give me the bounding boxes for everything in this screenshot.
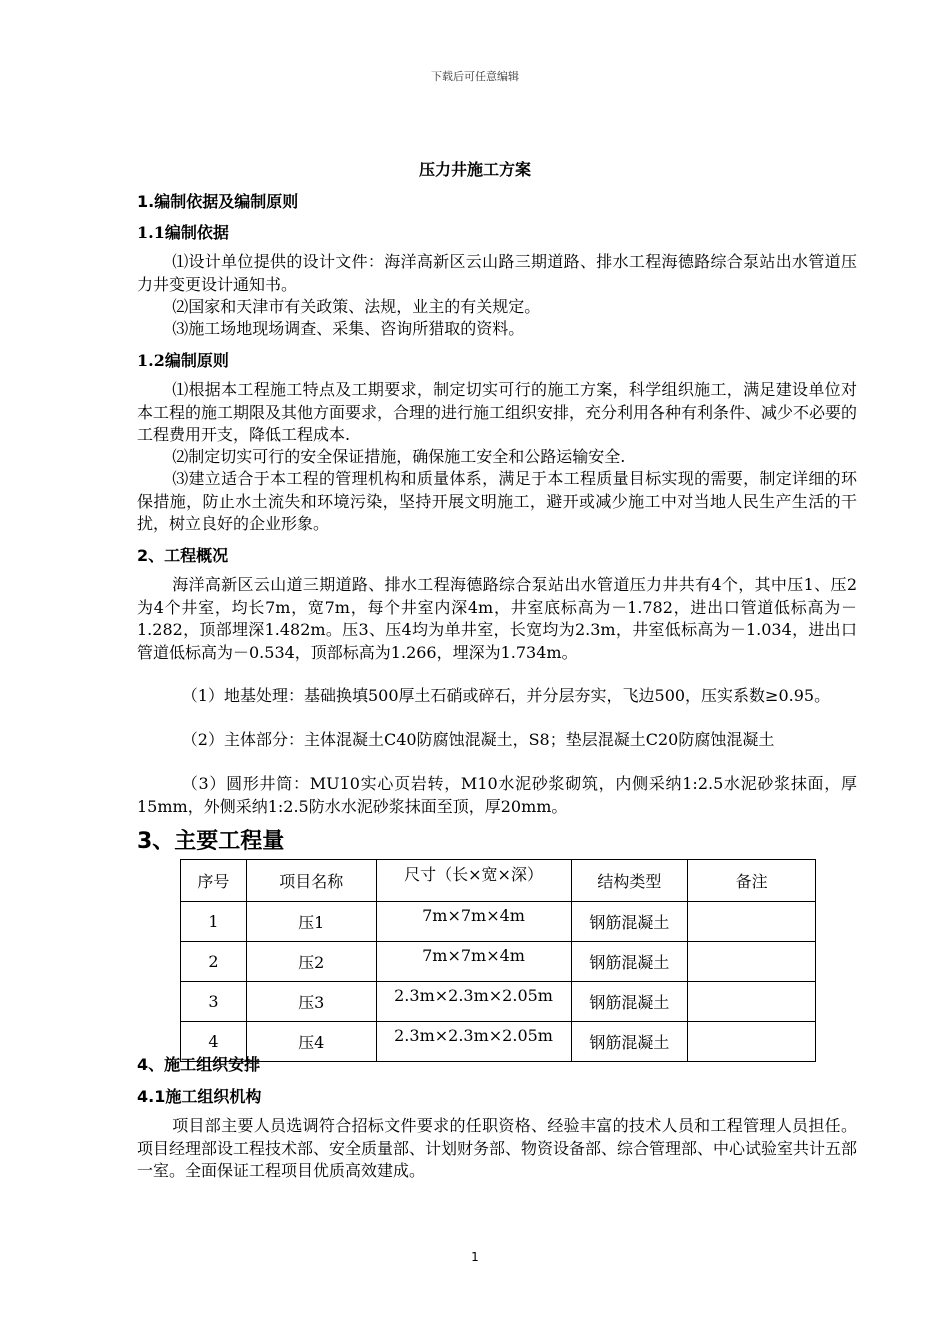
basis-item-3: ⑶施工场地现场调查、采集、咨询所猎取的资料。 — [172, 319, 525, 338]
header-cell-index: 序号 — [181, 860, 247, 902]
organization-text: 项目部主要人员选调符合招标文件要求的任职资格、经验丰富的技术人员和工程管理人员担任。项目经理部设工程技术部、安全质量部、计划财务部、物资设备部、综合管理部、中心试验室共计五部一室。全面保证工程项目优质高效建成。 — [137, 1116, 858, 1180]
table-row — [181, 942, 816, 982]
row-index: 2 — [181, 942, 247, 982]
section-4-1-heading: 4.1施工组织机构 — [137, 1087, 262, 1106]
row-size: 2.3m×2.3m×2.05m — [376, 982, 571, 1022]
row-structure: 钢筋混凝土 — [571, 982, 688, 1022]
overview-text: 海洋高新区云山道三期道路、排水工程海德路综合泵站出水管道压力井共有4个，其中压1、压2为4个井室，均长7m，宽7m，每个井室内深4m，井室底标高为－1.782，进出口管道低标高为－1.282，顶部埋深1.482m。压3、压4均为单井室，长宽均为2.3m，井室低标高为－1.034，进出口管道低标高为－0.534，顶部标高为1.266，埋深为1.734m。 — [137, 575, 857, 662]
row-index: 1 — [181, 902, 247, 942]
row-remark — [688, 1022, 816, 1062]
page-number: 1 — [471, 1250, 479, 1264]
table-row — [181, 1022, 816, 1062]
row-name: 压1 — [246, 902, 376, 942]
row-structure: 钢筋混凝土 — [571, 942, 688, 982]
table-row — [181, 982, 816, 1022]
row-remark — [688, 982, 816, 1022]
basis-item-2: ⑵国家和天津市有关政策、法规，业主的有关规定。 — [172, 297, 541, 316]
section-1-2-heading: 1.2编制原则 — [137, 351, 229, 370]
row-name: 压2 — [246, 942, 376, 982]
section-4-heading: 4、施工组织安排 — [137, 1055, 261, 1074]
header-cell-size — [376, 860, 571, 902]
table-header-row — [181, 860, 816, 902]
document-title: 压力井施工方案 — [418, 160, 531, 179]
header-note: 下载后可任意编辑 — [431, 70, 519, 83]
section-1-heading: 1.编制依据及编制原则 — [137, 192, 299, 211]
basis-item-1: ⑴设计单位提供的设计文件：海洋高新区云山路三期道路、排水工程海德路综合泵站出水管道压力井变更设计通知书。 — [137, 252, 857, 294]
row-name: 压3 — [246, 982, 376, 1022]
row-size: 2.3m×2.3m×2.05m — [376, 1022, 571, 1062]
row-index: 4 — [181, 1022, 247, 1062]
principle-item-2: ⑵制定切实可行的安全保证措施，确保施工安全和公路运输安全. — [172, 447, 626, 466]
principle-item-3: ⑶建立适合于本工程的管理机构和质量体系，满足于本工程质量目标实现的需要，制定详细的环保措施，防止水土流失和环境污染，坚持开展文明施工，避开或减少施工中对当地人民生产生活的干扰，树立良好的企业形象。 — [137, 469, 857, 533]
header-size-label: 尺寸（长×宽×深） — [404, 865, 543, 884]
section-3-heading: 3、主要工程量 — [137, 829, 285, 854]
overview-item-1: （1）地基处理：基础换填500厚土石硝或碎石，并分层夯实，飞边500，压实系数≥0.95。 — [181, 686, 831, 705]
header-cell-structure: 结构类型 — [571, 860, 688, 902]
quantity-table — [180, 859, 816, 1062]
row-name: 压4 — [246, 1022, 376, 1062]
section-1-1-heading: 1.1编制依据 — [137, 223, 229, 242]
row-index: 3 — [181, 982, 247, 1022]
row-remark — [688, 942, 816, 982]
overview-item-2: （2）主体部分：主体混凝土C40防腐蚀混凝土，S8；垫层混凝土C20防腐蚀混凝土 — [181, 730, 775, 749]
row-structure: 钢筋混凝土 — [571, 902, 688, 942]
row-structure: 钢筋混凝土 — [571, 1022, 688, 1062]
header-cell-name: 项目名称 — [246, 860, 376, 902]
table-row — [181, 902, 816, 942]
row-size: 7m×7m×4m — [376, 942, 571, 982]
row-size: 7m×7m×4m — [376, 902, 571, 942]
principle-item-1: ⑴根据本工程施工特点及工期要求，制定切实可行的施工方案，科学组织施工，满足建设单位对本工程的施工期限及其他方面要求，合理的进行施工组织安排，充分利用各种有利条件、减少不必要的工程费用开支，降低工程成本. — [137, 380, 858, 444]
overview-item-3: （3）圆形井筒：MU10实心页岩转，M10水泥砂浆砌筑，内侧采纳1:2.5水泥砂浆抹面，厚15mm，外侧采纳1:2.5防水水泥砂浆抹面至顶，厚20mm。 — [137, 774, 857, 816]
header-cell-remark: 备注 — [688, 860, 816, 902]
section-2-heading: 2、工程概况 — [137, 546, 229, 565]
row-remark — [688, 902, 816, 942]
